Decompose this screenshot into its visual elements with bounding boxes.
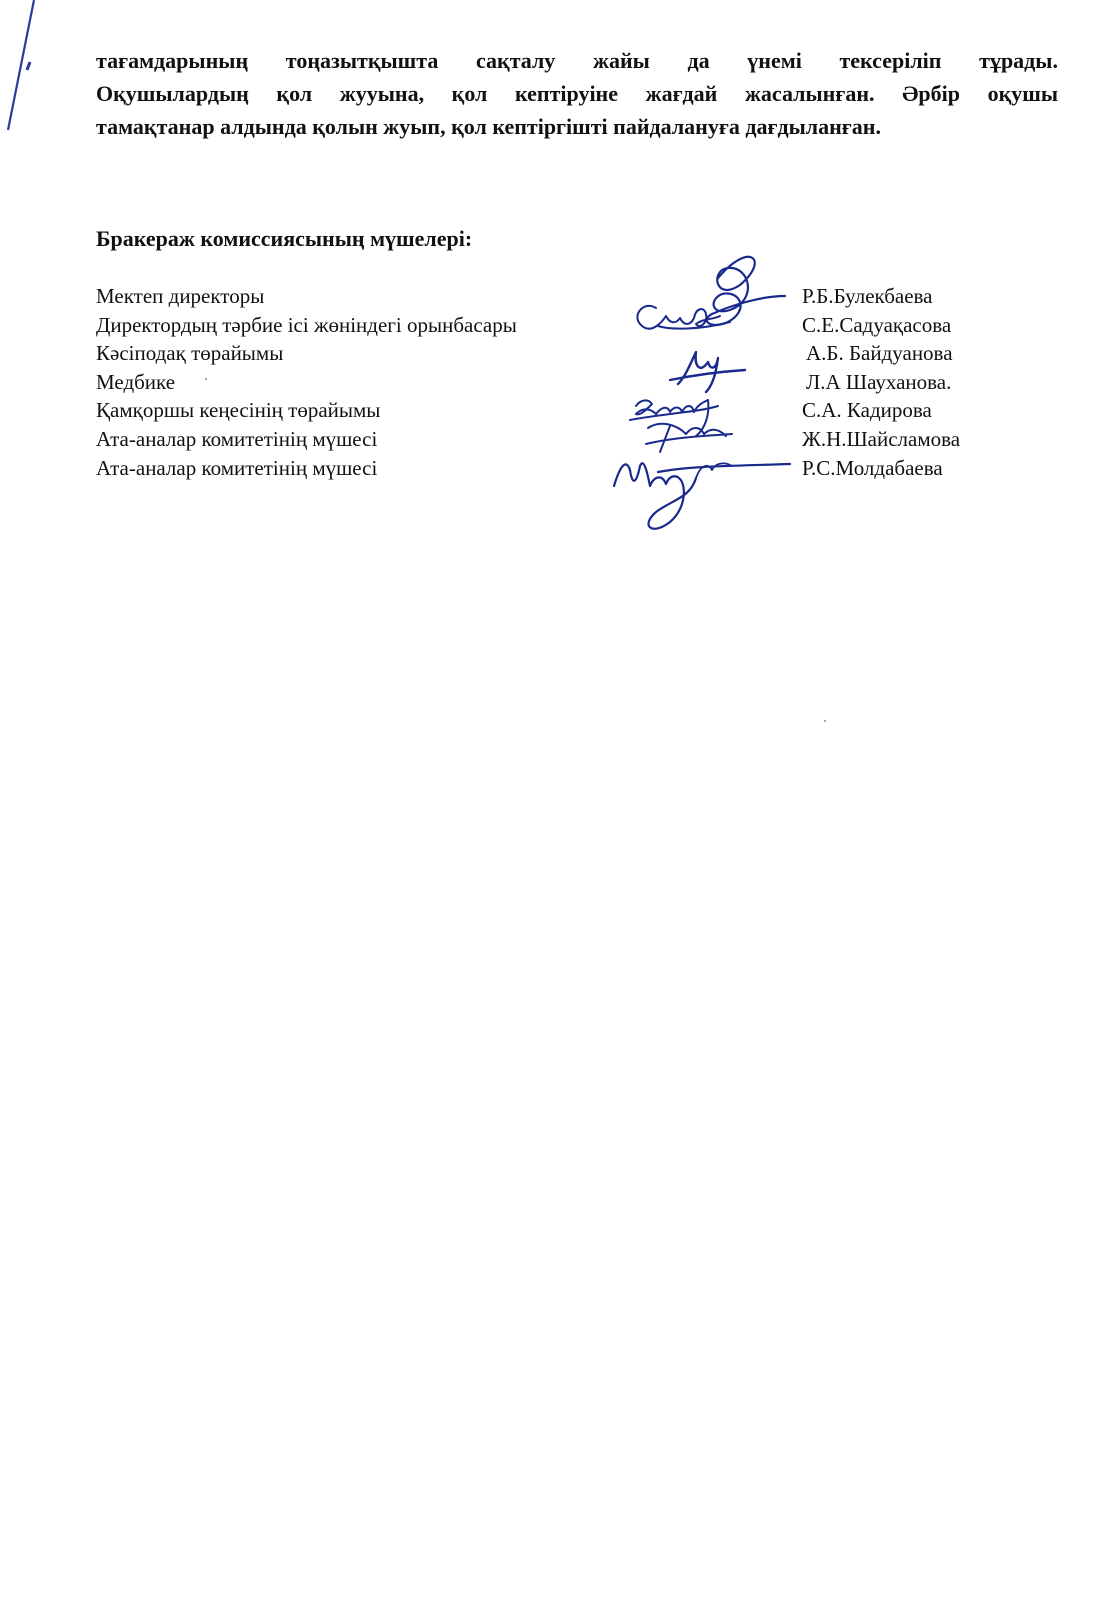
paragraph-line: тамақтанар алдында қолын жуып, қол кептіргішті пайдалануға дағдыланған. [96, 114, 881, 139]
member-row [96, 311, 1016, 340]
member-row [96, 425, 1016, 454]
signature-4 [630, 400, 718, 436]
commission-members-list [96, 282, 1016, 482]
member-name: А.Б. Байдуанова [806, 341, 953, 366]
paragraph-line: тағамдарының тоңазытқышта сақталу жайы да үнемі тексеріліп тұрады. [96, 48, 1058, 73]
member-name: Р.Б.Булекбаева [802, 284, 933, 308]
speck [205, 378, 207, 380]
member-name: Л.А Шауханова. [806, 369, 952, 394]
member-role: Мектеп директоры [96, 284, 265, 308]
member-name: Р.С.Молдабаева [802, 455, 943, 480]
speck [824, 720, 826, 722]
page-edge-mark [0, 0, 40, 140]
member-row [96, 396, 1016, 425]
member-name: Ж.Н.Шайсламова [802, 426, 961, 451]
member-row [96, 368, 1016, 397]
signatures-block [600, 230, 800, 550]
signature-5 [646, 424, 732, 452]
member-row [96, 282, 1016, 311]
member-name: С.А. Кадирова [802, 398, 932, 423]
signature-1 [707, 257, 785, 325]
member-name: С.Е.Садуақасова [802, 312, 952, 337]
member-role: Медбике [96, 369, 176, 394]
commission-heading: Бракераж комиссиясының мүшелері: [96, 226, 473, 251]
member-role: Ата-аналар комитетінің мүшесі [96, 455, 378, 480]
member-role: Кәсіподақ төрайымы [96, 341, 284, 366]
member-role: Ата-аналар комитетінің мүшесі [96, 426, 378, 451]
paragraph-line: Оқушылардың қол жууына, қол кептіруіне жағдай жасалынған. Әрбір оқушы [96, 81, 1058, 106]
body-paragraph [96, 44, 1058, 143]
member-role: Қамқоршы кеңесінің төрайымы [96, 398, 381, 423]
member-row [96, 454, 1016, 483]
signature-6 [614, 463, 790, 528]
member-role: Директордың тәрбие ісі жөніндегі орынбасары [96, 312, 517, 337]
signature-3 [670, 352, 745, 392]
member-row [96, 339, 1016, 368]
